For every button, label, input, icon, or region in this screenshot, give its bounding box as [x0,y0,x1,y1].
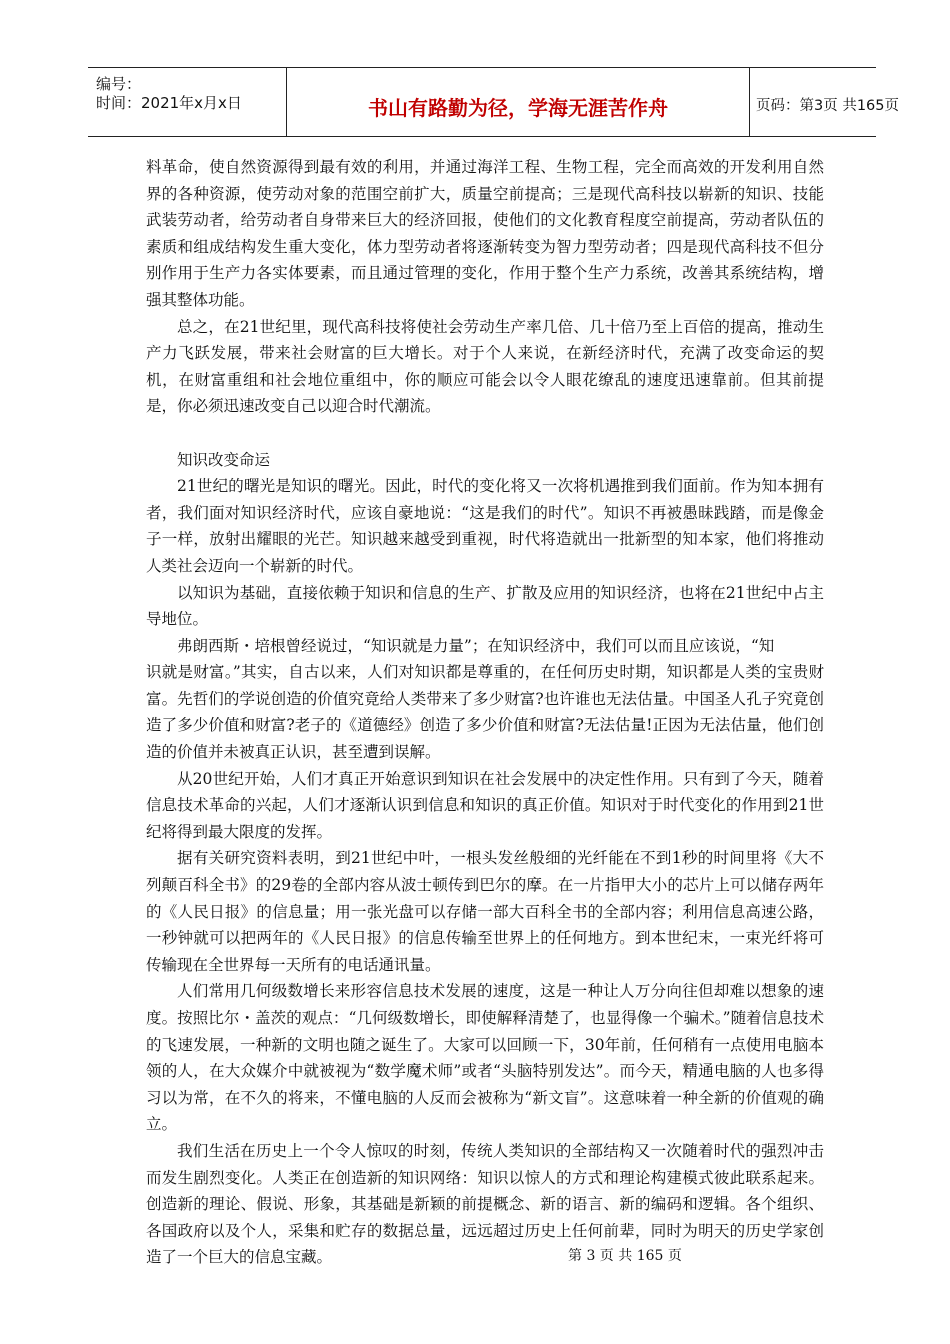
number-label: 编号： [96,75,142,93]
paragraph: 识就是财富。”其实，自古以来，人们对知识都是尊重的，在任何历史时期，知识都是人类的宝贵财富。先哲们的学说创造的价值究竟给人类带来了多少财富?也许谁也无法估量。中国圣人孔子究竟创造了多少价值和财富?老子的《道德经》创造了多少价值和财富?无法估量!正因为无法估量，他们创造的价值并未被真正认识，甚至遭到误解。 [146,663,824,762]
paragraph: 以知识为基础，直接依赖于知识和信息的生产、扩散及应用的知识经济，也将在21世纪中占主导地位。 [146,583,824,629]
page-number-label: 页码：第3页 共165页 [756,98,900,114]
time-label: 时间：2021年x月x日 [96,94,242,112]
motto-text: 书山有路勤为径，学海无涯苦作舟 [368,96,668,120]
paragraph: 弗朗西斯・培根曾经说过，“知识就是力量”；在知识经济中，我们可以而且应该说，“知 [177,636,775,655]
header-motto-cell [286,68,750,136]
paragraph: 21世纪的曙光是知识的曙光。因此，时代的变化将又一次将机遇推到我们面前。作为知本拥有者，我们面对知识经济时代，应该自豪地说：“这是我们的时代”。知识不再被愚昧践踏，而是像金子一样，放射出耀眼的光芒。知识越来越受到重视，时代将造就出一批新型的知本家，他们将推动人类社会迈向一个崭新的时代。 [146,477,824,575]
paragraph: 人们常用几何级数增长来形容信息技术发展的速度，这是一种让人万分向往但却难以想象的速度。按照比尔・盖茨的观点：“几何级数增长，即使解释清楚了，也显得像一个骗术。”随着信息技术的飞速发展，一种新的文明也随之诞生了。大家可以回顾一下，30年前，任何稍有一点使用电脑本领的人，在大众媒介中就被视为“数学魔术师”或者“头脑特别发达”。而今天，精通电脑的人也多得习以为常，在不久的将来，不懂电脑的人反而会被称为“新文盲”。这意味着一种全新的价值观的确立。 [146,982,824,1134]
document-body [146,154,824,1271]
paragraph: 从20世纪开始，人们才真正开始意识到知识在社会发展中的决定性作用。只有到了今天，随着信息技术革命的兴起，人们才逐渐认识到信息和知识的真正价值。知识对于时代变化的作用到21世纪将得到最大限度的发挥。 [146,769,824,841]
page-header [88,67,900,137]
page-footer: 第 3 页 共 165 页 [568,1248,682,1264]
paragraph: 总之，在21世纪里，现代高科技将使社会劳动生产率几倍、几十倍乃至上百倍的提高，推动生产力飞跃发展，带来社会财富的巨大增长。对于个人来说，在新经济时代，充满了改变命运的契机，在财富重组和社会地位重组中，你的顺应可能会以令人眼花缭乱的速度迅速靠前。但其前提是，你必须迅速改变自己以迎合时代潮流。 [146,317,824,416]
paragraph: 料革命，使自然资源得到最有效的利用，并通过海洋工程、生物工程，完全而高效的开发利用自然界的各种资源，使劳动对象的范围空前扩大，质量空前提高；三是现代高科技以崭新的知识、技能武装劳动者，给劳动者自身带来巨大的经济回报，使他们的文化教育程度空前提高，劳动者队伍的素质和组成结构发生重大变化，体力型劳动者将逐渐转变为智力型劳动者；四是现代高科技不但分别作用于生产力各实体要素，而且通过管理的变化，作用于整个生产力系统，改善其系统结构，增强其整体功能。 [146,158,824,309]
blank-line [146,420,824,447]
section-heading: 知识改变命运 [177,450,271,469]
paragraph: 我们生活在历史上一个令人惊叹的时刻，传统人类知识的全部结构又一次随着时代的强烈冲击而发生剧烈变化。人类正在创造新的知识网络：知识以惊人的方式和理论构建模式彼此联系起来。创造新的理论、假说、形象，其基础是新颖的前提概念、新的语言、新的编码和逻辑。各个组织、各国政府以及个人，采集和贮存的数据总量，远远超过历史上任何前辈，同时为明天的历史学家创造了一个巨大的信息宝藏。 [146,1141,824,1267]
header-meta-cell [88,68,286,136]
header-page-cell [750,68,900,136]
paragraph: 据有关研究资料表明，到21世纪中叶，一根头发丝般细的光纤能在不到1秒的时间里将《大不列颠百科全书》的29卷的全部内容从波士顿传到巴尔的摩。在一片指甲大小的芯片上可以储存两年的《人民日报》的信息量；用一张光盘可以存储一部大百科全书的全部内容；利用信息高速公路，一秒钟就可以把两年的《人民日报》的信息传输至世界上的任何地方。到本世纪末，一束光纤将可传输现在全世界每一天所有的电话通讯量。 [146,849,824,974]
